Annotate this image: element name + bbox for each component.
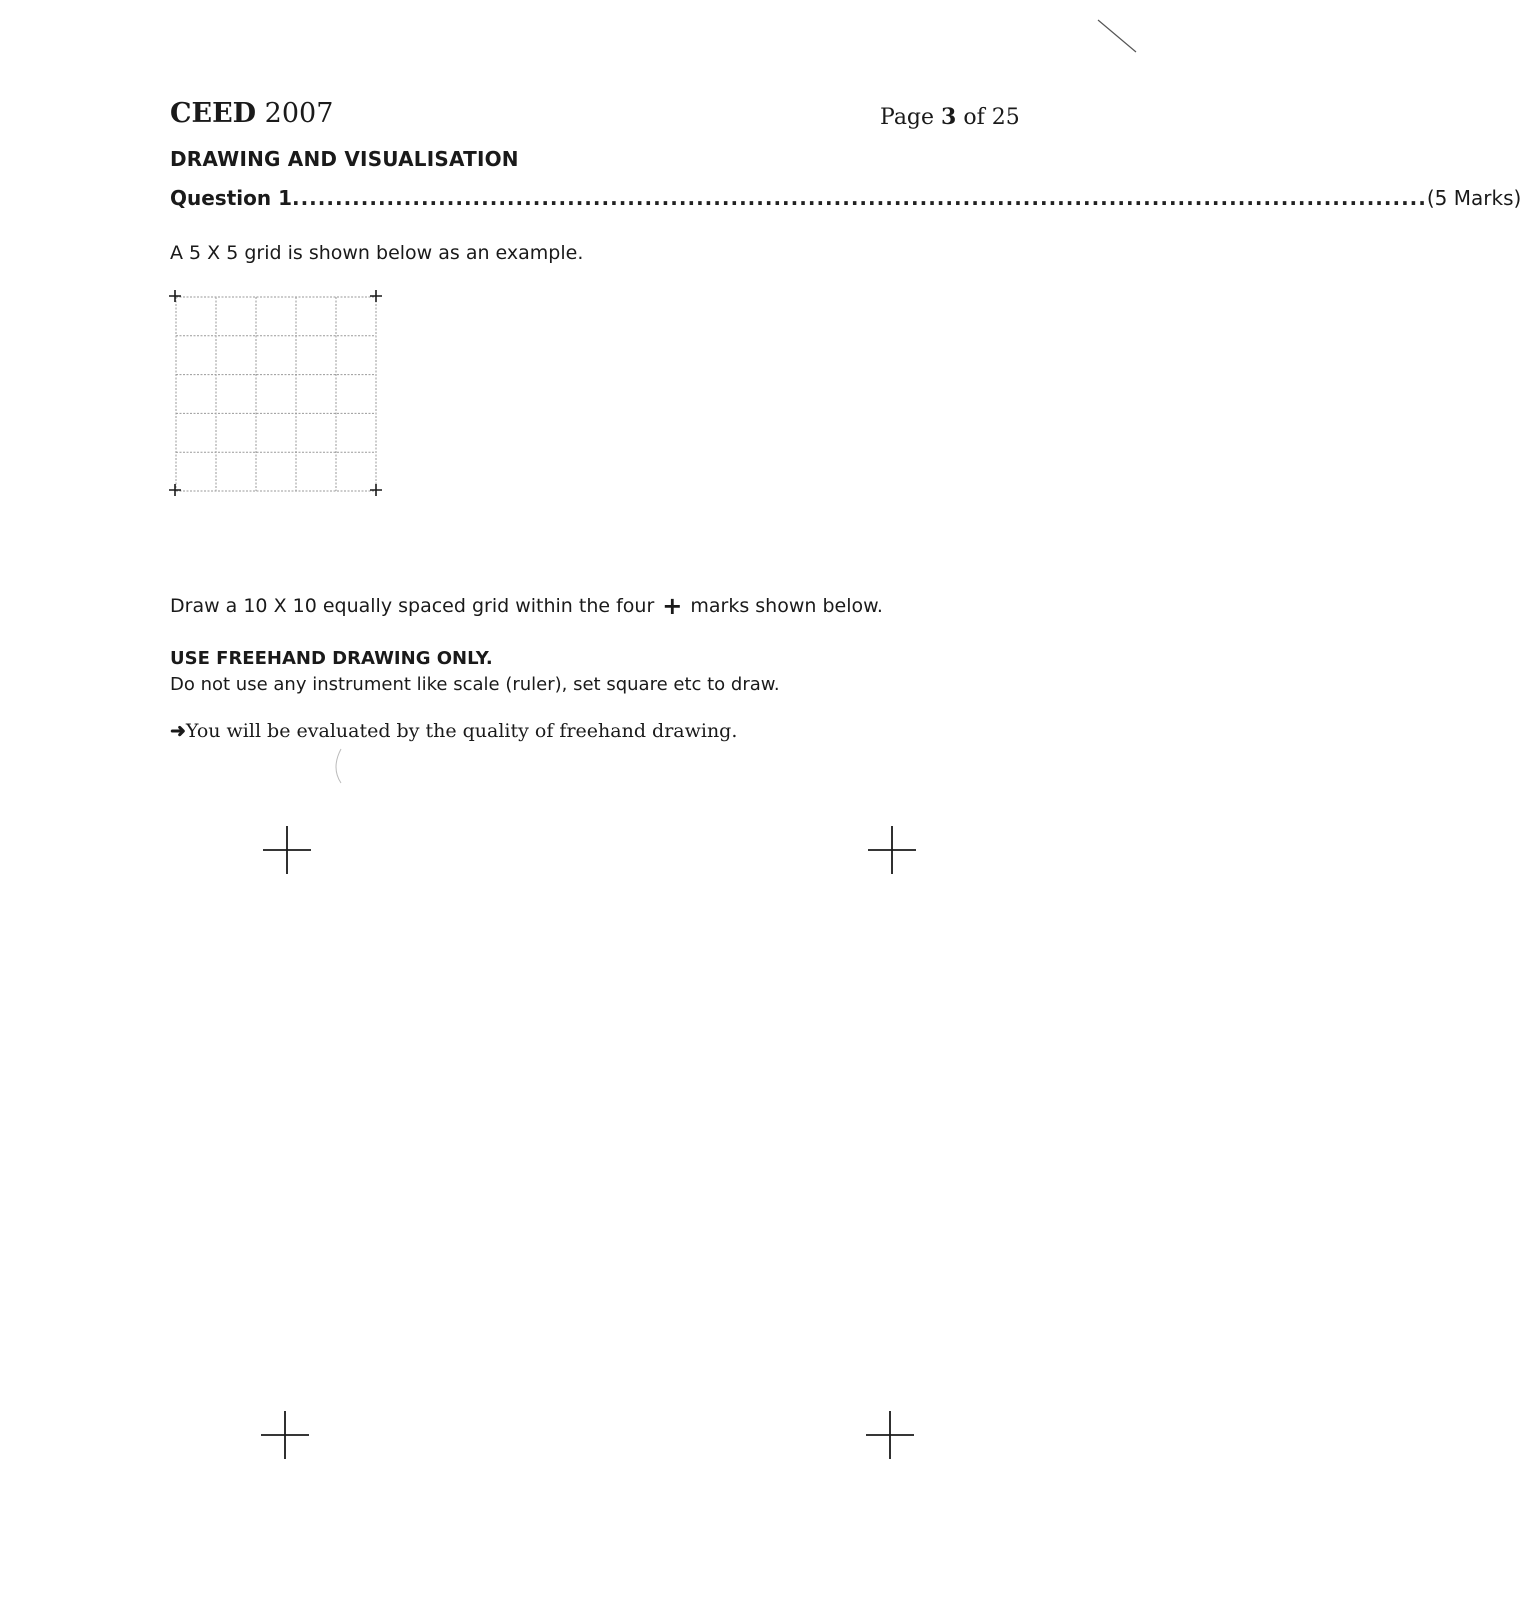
no-instrument-note: Do not use any instrument like scale (ruler), set square etc to draw. [170,674,780,695]
instruction-before: Draw a 10 X 10 equally spaced grid within the four [170,595,655,617]
arrow-right-icon: ➜ [170,720,186,742]
evaluation-text: You will be evaluated by the quality of freehand drawing. [185,720,738,742]
page-number: 3 [941,104,957,130]
cross-mark-icon: + [662,592,683,620]
exam-name: CEED [170,98,257,129]
section-heading: DRAWING AND VISUALISATION [170,147,519,171]
page-prefix: Page [880,105,935,130]
scan-mark-stroke [336,749,341,783]
scan-mark-top-right [1098,20,1136,52]
freehand-heading: USE FREEHAND DRAWING ONLY. [170,648,493,669]
question-marks: (5 Marks) [1426,186,1521,210]
drawing-cross-top-left [263,826,311,874]
drawing-cross-top-right [868,826,916,874]
exam-year: 2007 [264,98,334,129]
page-suffix: of 25 [963,105,1020,130]
drawing-cross-bottom-left [261,1411,309,1459]
example-caption: A 5 X 5 grid is shown below as an example. [170,242,584,264]
question-leader-dots: .................................................................................................................................... [291,186,1427,210]
drawing-cross-bottom-right [866,1411,914,1459]
question-label: Question 1 [170,186,292,210]
instruction-after: marks shown below. [690,595,883,617]
